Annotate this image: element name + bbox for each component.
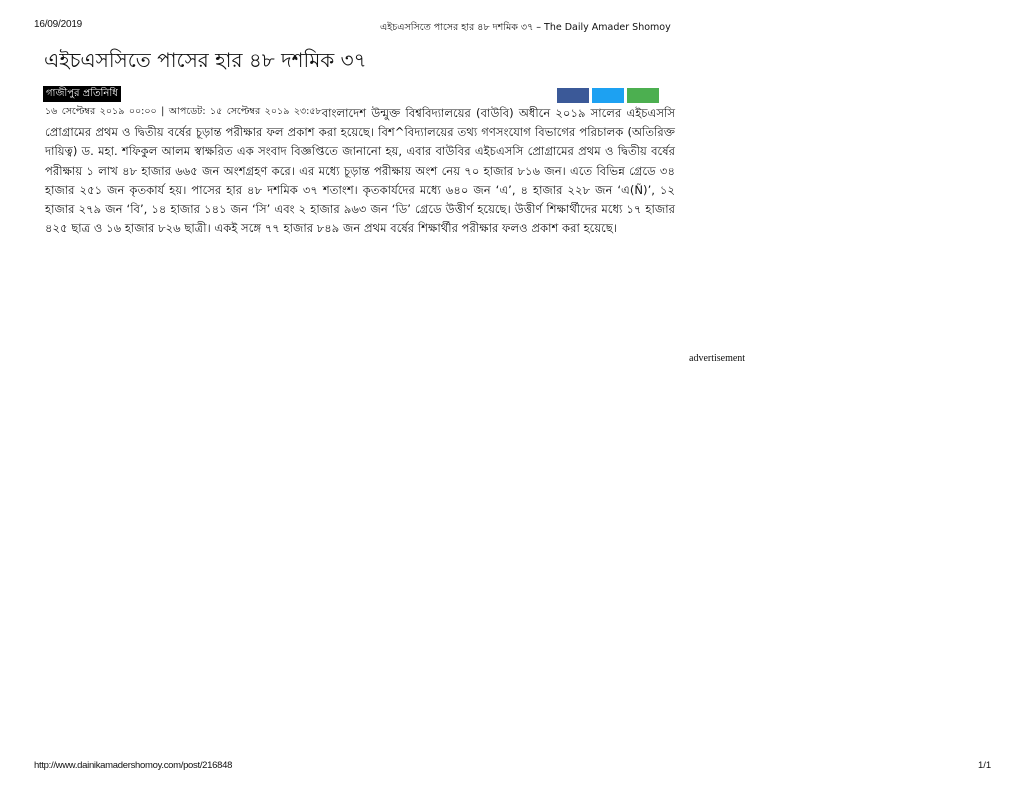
- article-body: [45, 104, 675, 238]
- print-date: 16/09/2019: [34, 19, 83, 30]
- article-dateline: ১৬ সেপ্টেম্বর ২০১৯ ০০:০০ | আপডেট: ১৫ সেপ্টেম্বর ২০১৯ ২৩:৫৮: [45, 106, 322, 117]
- share-facebook-button[interactable]: [557, 88, 589, 103]
- print-page-title: এইচএসসিতে পাসের হার ৪৮ দশমিক ৩৭ – The Daily Amader Shomoy: [380, 22, 671, 33]
- share-bar: [557, 88, 659, 103]
- share-twitter-button[interactable]: [592, 88, 624, 103]
- page-number: 1/1: [978, 760, 992, 771]
- advertisement-label: advertisement: [689, 353, 746, 364]
- author-badge[interactable]: গাজীপুর প্রতিনিধি: [43, 86, 121, 102]
- share-whatsapp-button[interactable]: [627, 88, 659, 103]
- print-url: http://www.dainikamadershomoy.com/post/216848: [34, 760, 233, 771]
- article-text: বাংলাদেশ উন্মুক্ত বিশ্ববিদ্যালয়ের (বাউবি) অধীনে ২০১৯ সালের এইচএসসি প্রোগ্রামের প্রথম ও দ্বিতীয় বর্ষের চূড়ান্ত পরীক্ষার ফল প্রকাশ করা হয়েছে। বিশ^বিদ্যালয়ের তথ্য গণসংযোগ বিভাগের পরিচালক (অতিরিক্ত দায়িত্ব) ড. মহা. শফিকুল আলম স্বাক্ষরিত এক সংবাদ বিজ্ঞপ্তিতে জানানো হয়, এবার বাউবির এইচএসসি প্রোগ্রামের প্রথম ও দ্বিতীয় বর্ষের পরীক্ষায় ১ লাখ ৪৮ হাজার ৬৬৫ জন অংশগ্রহণ করে। এর মধ্যে চূড়ান্ত পরীক্ষায় অংশ নেয় ৭০ হাজার ৮১৬ জন। এতে বিভিন্ন গ্রেডে ৩৪ হাজার ২৫১ জন কৃতকার্য হয়। পাসের হার ৪৮ দশমিক ৩৭ শতাংশ। কৃতকার্যদের মধ্যে ৬৪০ জন ‘এ’, ৪ হাজার ২২৮ জন ‘এ(Ñ)’, ১২ হাজার ২৭৯ জন ‘বি’, ১৪ হাজার ১৪১ জন ‘সি’ এবং ২ হাজার ৯৬৩ জন ‘ডি’ গ্রেডে উত্তীর্ণ হয়েছে। উত্তীর্ণ শিক্ষার্থীদের মধ্যে ১৭ হাজার ৪২৫ ছাত্র ও ১৬ হাজার ৮২৬ ছাত্রী। একই সঙ্গে ৭৭ হাজার ৮৪৯ জন প্রথম বর্ষের শিক্ষার্থীর পরীক্ষার ফলও প্রকাশ করা হয়েছে।: [45, 106, 676, 236]
- article-headline: এইচএসসিতে পাসের হার ৪৮ দশমিক ৩৭: [44, 48, 367, 72]
